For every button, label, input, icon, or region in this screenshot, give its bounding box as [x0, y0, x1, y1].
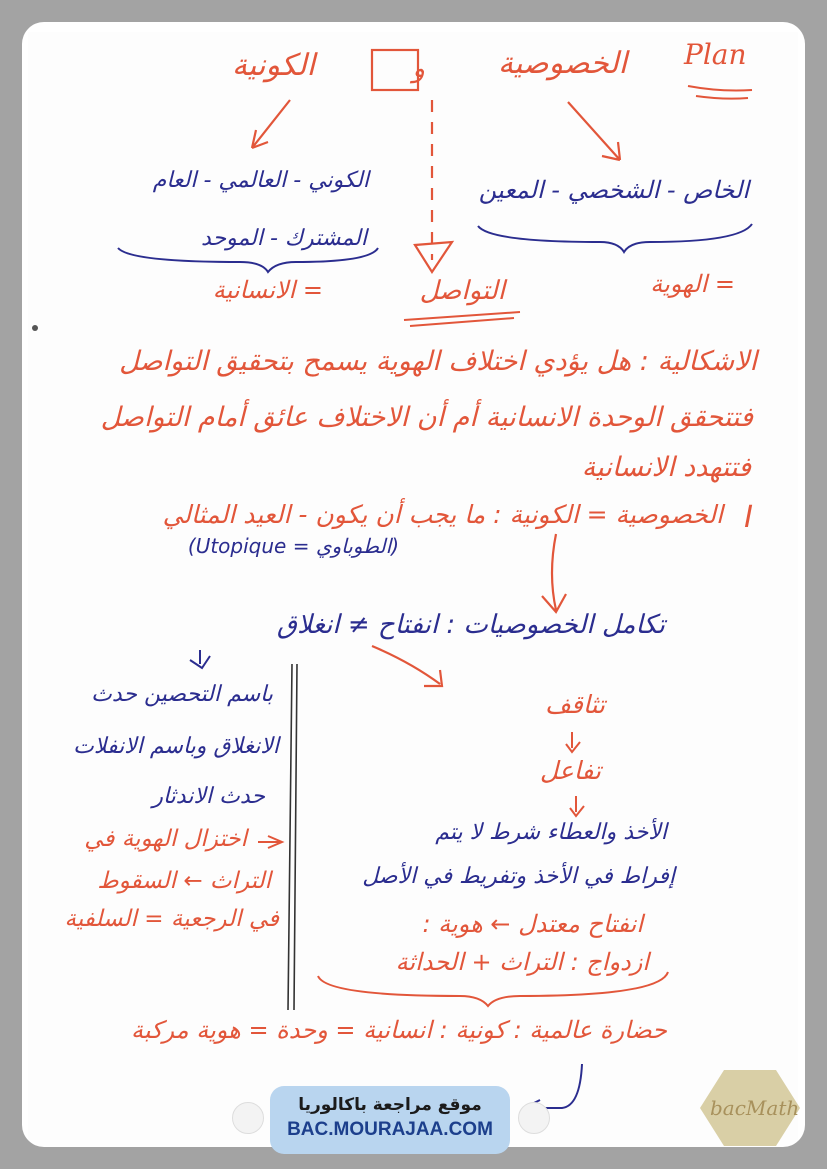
right-blue-2: إفراط في الأخذ وتفريط في الأصل — [362, 864, 675, 889]
brace-bottom — [318, 972, 668, 1006]
humanity-term: = الانسانية — [212, 276, 323, 304]
arrow-left-red-1 — [258, 836, 282, 848]
universal-synonyms-1: الكوني - العالمي - العام — [152, 168, 369, 193]
identity-term: = الهوية — [650, 270, 735, 298]
banner-title: موقع مراجعة باكالوريا — [298, 1095, 482, 1115]
left-red-1: اختزال الهوية في — [84, 826, 247, 852]
universal-synonyms-2: المشترك - الموحد — [200, 226, 367, 251]
plan-underline — [688, 86, 752, 99]
communication-term: التواصل — [419, 276, 505, 306]
left-blue-3: حدث الاندثار — [152, 784, 265, 809]
arrow-left — [252, 100, 290, 148]
section-1-subline: (الطوباوي = Utopique) — [187, 534, 399, 558]
center-arrowhead — [415, 242, 452, 272]
left-blue-2: الانغلاق وباسم الانفلات — [73, 734, 279, 759]
arrow-acculturation — [372, 646, 442, 686]
connector-letter: و — [412, 54, 425, 84]
right-red-1: انفتاح معتدل ← هوية : — [422, 910, 643, 938]
interaction-step: تفاعل — [539, 756, 601, 785]
margin-dot — [32, 325, 38, 331]
brace-left — [118, 248, 378, 272]
column-divider — [288, 664, 297, 1010]
arrow-step-1 — [566, 732, 580, 752]
particular-synonyms: الخاص - الشخصي - المعين — [478, 176, 749, 204]
term-particularity: الخصوصية — [498, 46, 627, 81]
arrow-right — [568, 102, 620, 160]
section-1-heading: الخصوصية = الكونية : ما يجب أن يكون - العيد المثالي — [162, 500, 723, 529]
section-numeral: I — [744, 500, 753, 535]
right-red-2: ازدواج : التراث + الحداثة — [395, 948, 649, 976]
left-logo-icon — [232, 1102, 264, 1134]
conclusion-line: حضارة عالمية : كونية : انسانية = وحدة = هوية مركبة — [130, 1016, 667, 1044]
bacmath-label: bacMath — [710, 1096, 800, 1120]
problematic-line-1: الاشكالية : هل يؤدي اختلاف الهوية يسمح بتحقيق التواصل — [119, 346, 757, 377]
plan-heading: Plan — [684, 38, 747, 71]
right-logo-icon — [518, 1102, 550, 1134]
complementarity-line: تكامل الخصوصيات : انفتاح ≠ انغلاق — [276, 610, 665, 640]
communication-underline — [404, 312, 520, 326]
brace-right — [478, 224, 752, 252]
right-blue-1: الأخذ والعطاء شرط لا يتم — [435, 820, 667, 845]
term-universality: الكونية — [231, 48, 315, 83]
left-red-2: التراث ← السقوط — [97, 868, 271, 894]
problematic-line-2: فتتحقق الوحدة الانسانية أم أن الاختلاف عائق أمام التواصل — [100, 402, 753, 433]
left-blue-1: باسم التحصين حدث — [91, 682, 273, 707]
arrow-closure — [190, 650, 210, 668]
acculturation-step: تثاقف — [545, 690, 605, 719]
site-banner[interactable] — [270, 1086, 510, 1154]
problematic-line-3: فتتهدد الانسانية — [581, 452, 751, 483]
arrow-down-1 — [542, 534, 566, 612]
banner-url[interactable]: BAC.MOURAJAA.COM — [287, 1119, 493, 1140]
left-red-3: في الرجعية = السلفية — [64, 906, 279, 932]
arrow-step-2 — [570, 796, 584, 816]
